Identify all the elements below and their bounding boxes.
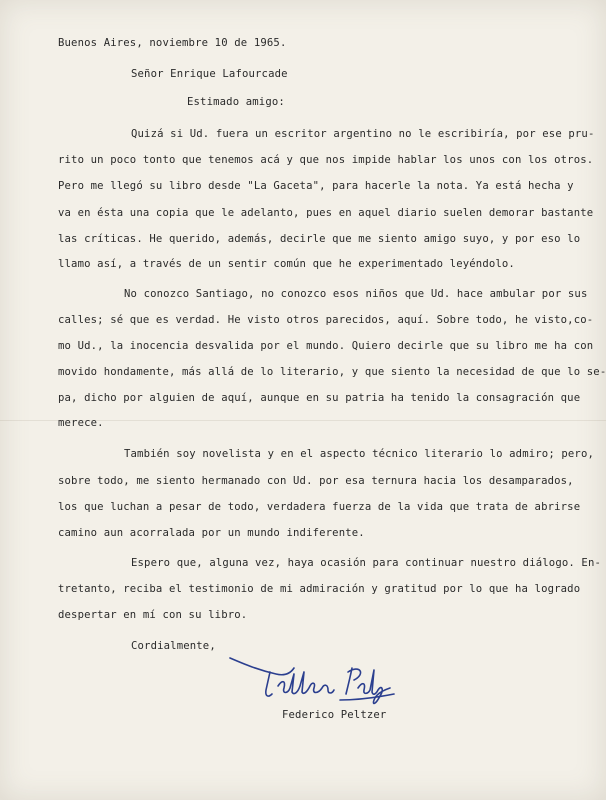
paragraph3-line: También soy novelista y en el aspecto técnico literario lo admiro; pero,: [124, 448, 595, 460]
place-date: Buenos Aires, noviembre 10 de 1965.: [58, 37, 287, 49]
paragraph2-line: mo Ud., la inocencia desvalida por el mundo. Quiero decirle que su libro me ha con: [58, 340, 594, 352]
paragraph2-line: merece.: [58, 417, 104, 429]
paragraph4-line: despertar en mí con su libro.: [58, 609, 248, 621]
salutation: Estimado amigo:: [187, 96, 285, 108]
paragraph2-line: No conozco Santiago, no conozco esos niños que Ud. hace ambular por sus: [124, 288, 588, 300]
paragraph3-line: sobre todo, me siento hermanado con Ud. por esa ternura hacia los desamparados,: [58, 475, 574, 487]
handwritten-signature: [224, 650, 404, 710]
paragraph4-line: Espero que, alguna vez, haya ocasión para continuar nuestro diálogo. En-: [131, 557, 602, 569]
paragraph4-line: tretanto, reciba el testimonio de mi admiración y gratitud por lo que ha logrado: [58, 583, 581, 595]
paragraph2-line: movido hondamente, más allá de lo literario, y que siento la necesidad de que lo se-: [58, 366, 606, 378]
paragraph1-line: Quizá si Ud. fuera un escritor argentino no le escribiría, por ese pru-: [131, 128, 595, 140]
paragraph1-line: va en ésta una copia que le adelanto, pues en aquel diario suelen demorar bastante: [58, 207, 594, 219]
paragraph3-line: camino aun acorralada por un mundo indiferente.: [58, 527, 365, 539]
paragraph2-line: calles; sé que es verdad. He visto otros parecidos, aquí. Sobre todo, he visto,co-: [58, 314, 594, 326]
paragraph3-line: los que luchan a pesar de todo, verdadera fuerza de la vida que trata de abrirse: [58, 501, 581, 513]
paragraph1-line: llamo así, a través de un sentir común que he experimentado leyéndolo.: [58, 258, 515, 270]
paragraph1-line: Pero me llegó su libro desde "La Gaceta", para hacerle la nota. Ya está hecha y: [58, 180, 574, 192]
paragraph2-line: pa, dicho por alguien de aquí, aunque en su patria ha tenido la consagración que: [58, 392, 581, 404]
paragraph1-line: rito un poco tonto que tenemos acá y que nos impide hablar los unos con los otros.: [58, 154, 594, 166]
signer-name: Federico Peltzer: [282, 709, 387, 721]
paragraph1-line: las críticas. He querido, además, decirle que me siento amigo suyo, y por eso lo: [58, 233, 581, 245]
closing: Cordialmente,: [131, 640, 216, 652]
recipient: Señor Enrique Lafourcade: [131, 68, 288, 80]
